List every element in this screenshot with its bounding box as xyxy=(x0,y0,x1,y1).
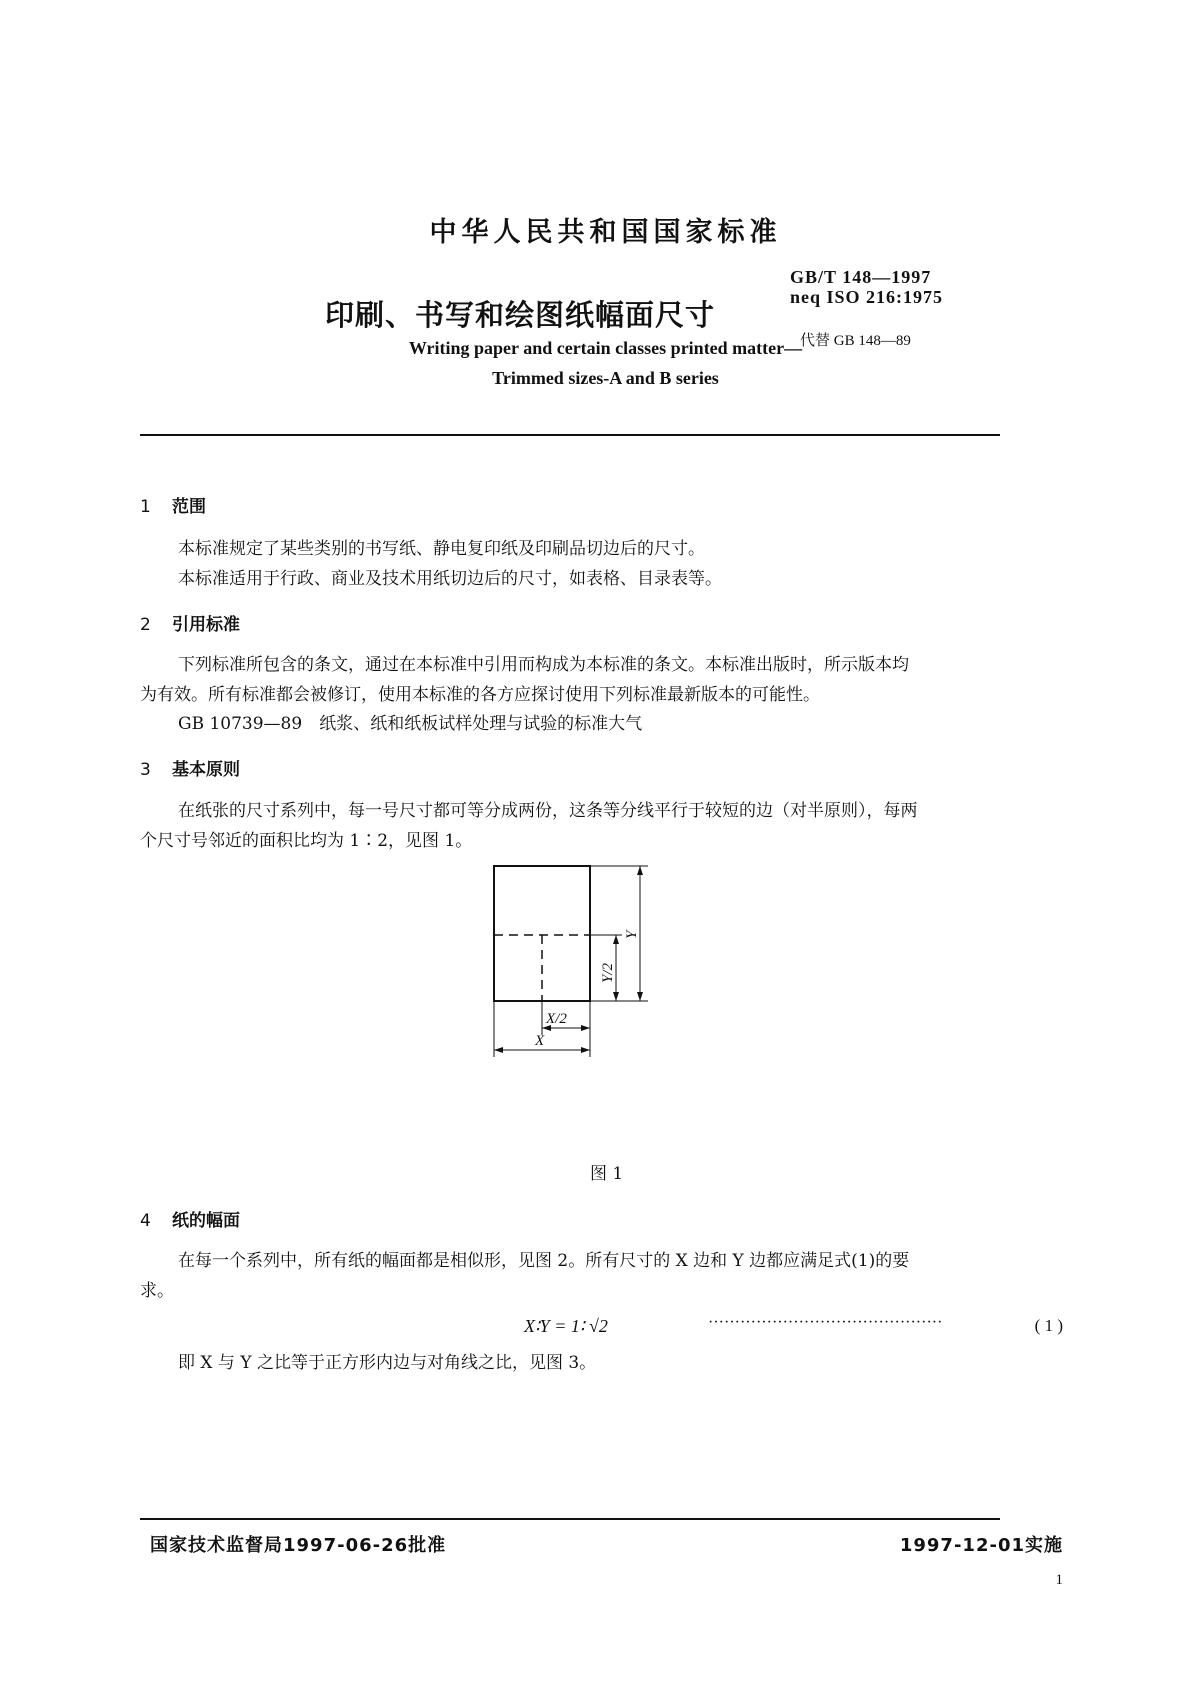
label-y-half: Y/2 xyxy=(600,962,616,983)
arrowhead xyxy=(581,1047,590,1053)
iso-equivalent-code: neq ISO 216:1975 xyxy=(790,287,944,307)
paragraph: 下列标准所包含的条文，通过在本标准中引用而构成为本标准的条文。本标准出版时，所示版本均 xyxy=(178,655,909,675)
standard-code: GB/T 148—1997 xyxy=(790,267,932,287)
section-number: 4 xyxy=(140,1211,151,1231)
arrowhead xyxy=(613,935,619,944)
normative-reference: GB 10739—89 纸浆、纸和纸板试样处理与试验的标准大气 xyxy=(178,714,643,734)
document-title-zh: 印刷、书写和绘图纸幅面尺寸 xyxy=(325,298,716,332)
arrowhead xyxy=(637,866,643,875)
effective-date: 1997-12-01实施 xyxy=(899,1535,1063,1556)
formula-leader-dots: ············································ xyxy=(708,1314,943,1331)
section-title: 基本原则 xyxy=(172,760,240,780)
section-number: 2 xyxy=(140,615,151,635)
national-standard-heading: 中华人民共和国国家标准 xyxy=(429,217,782,248)
paragraph: 个尺寸号邻近的面积比均为 1∶2，见图 1。 xyxy=(140,831,473,851)
figure-1-caption: 图 1 xyxy=(590,1164,624,1184)
label-x-half: X/2 xyxy=(546,1011,567,1027)
section-number: 1 xyxy=(140,497,151,517)
paragraph: 求。 xyxy=(140,1281,174,1301)
paragraph: 为有效。所有标准都会被修订，使用本标准的各方应探讨使用下列标准最新版本的可能性。 xyxy=(140,685,820,705)
formula-1: X∶Y = 1∶ √2 xyxy=(524,1316,608,1336)
section-4-heading xyxy=(140,1206,240,1231)
page-number: 1 xyxy=(1055,1572,1063,1588)
arrowhead xyxy=(637,992,643,1001)
label-x: X xyxy=(535,1033,545,1049)
formula-number: ( 1 ) xyxy=(1034,1316,1063,1335)
section-title: 范围 xyxy=(172,497,206,517)
figure-1-diagram xyxy=(480,855,710,1080)
replaces-note: 代替 GB 148—89 xyxy=(800,333,911,349)
document-title-en-line2: Trimmed sizes-A and B series xyxy=(492,368,719,388)
arrowhead xyxy=(613,992,619,1001)
section-1-heading xyxy=(140,492,206,517)
document-title-en-line1: Writing paper and certain classes printed matter— xyxy=(408,338,803,358)
paragraph: 本标准规定了某些类别的书写纸、静电复印纸及印刷品切边后的尺寸。 xyxy=(178,539,705,559)
section-3-heading xyxy=(140,755,240,780)
header-divider xyxy=(140,434,1000,436)
arrowhead xyxy=(581,1025,590,1031)
paragraph: 本标准适用于行政、商业及技术用纸切边后的尺寸，如表格、目录表等。 xyxy=(178,569,722,589)
paragraph: 在每一个系列中，所有纸的幅面都是相似形，见图 2。所有尺寸的 X 边和 Y 边都应满足式(1)的要 xyxy=(178,1251,910,1271)
paragraph: 在纸张的尺寸系列中，每一号尺寸都可等分成两份，这条等分线平行于较短的边（对半原则），每两 xyxy=(178,801,918,821)
section-title: 纸的幅面 xyxy=(172,1211,240,1231)
section-title: 引用标准 xyxy=(172,615,240,635)
section-number: 3 xyxy=(140,760,151,780)
approval-date: 国家技术监督局1997-06-26批准 xyxy=(150,1535,447,1556)
arrowhead xyxy=(494,1047,503,1053)
label-y: Y xyxy=(624,930,640,939)
footer-divider xyxy=(140,1518,1000,1520)
section-2-heading xyxy=(140,610,240,635)
paragraph: 即 X 与 Y 之比等于正方形内边与对角线之比，见图 3。 xyxy=(178,1353,597,1373)
